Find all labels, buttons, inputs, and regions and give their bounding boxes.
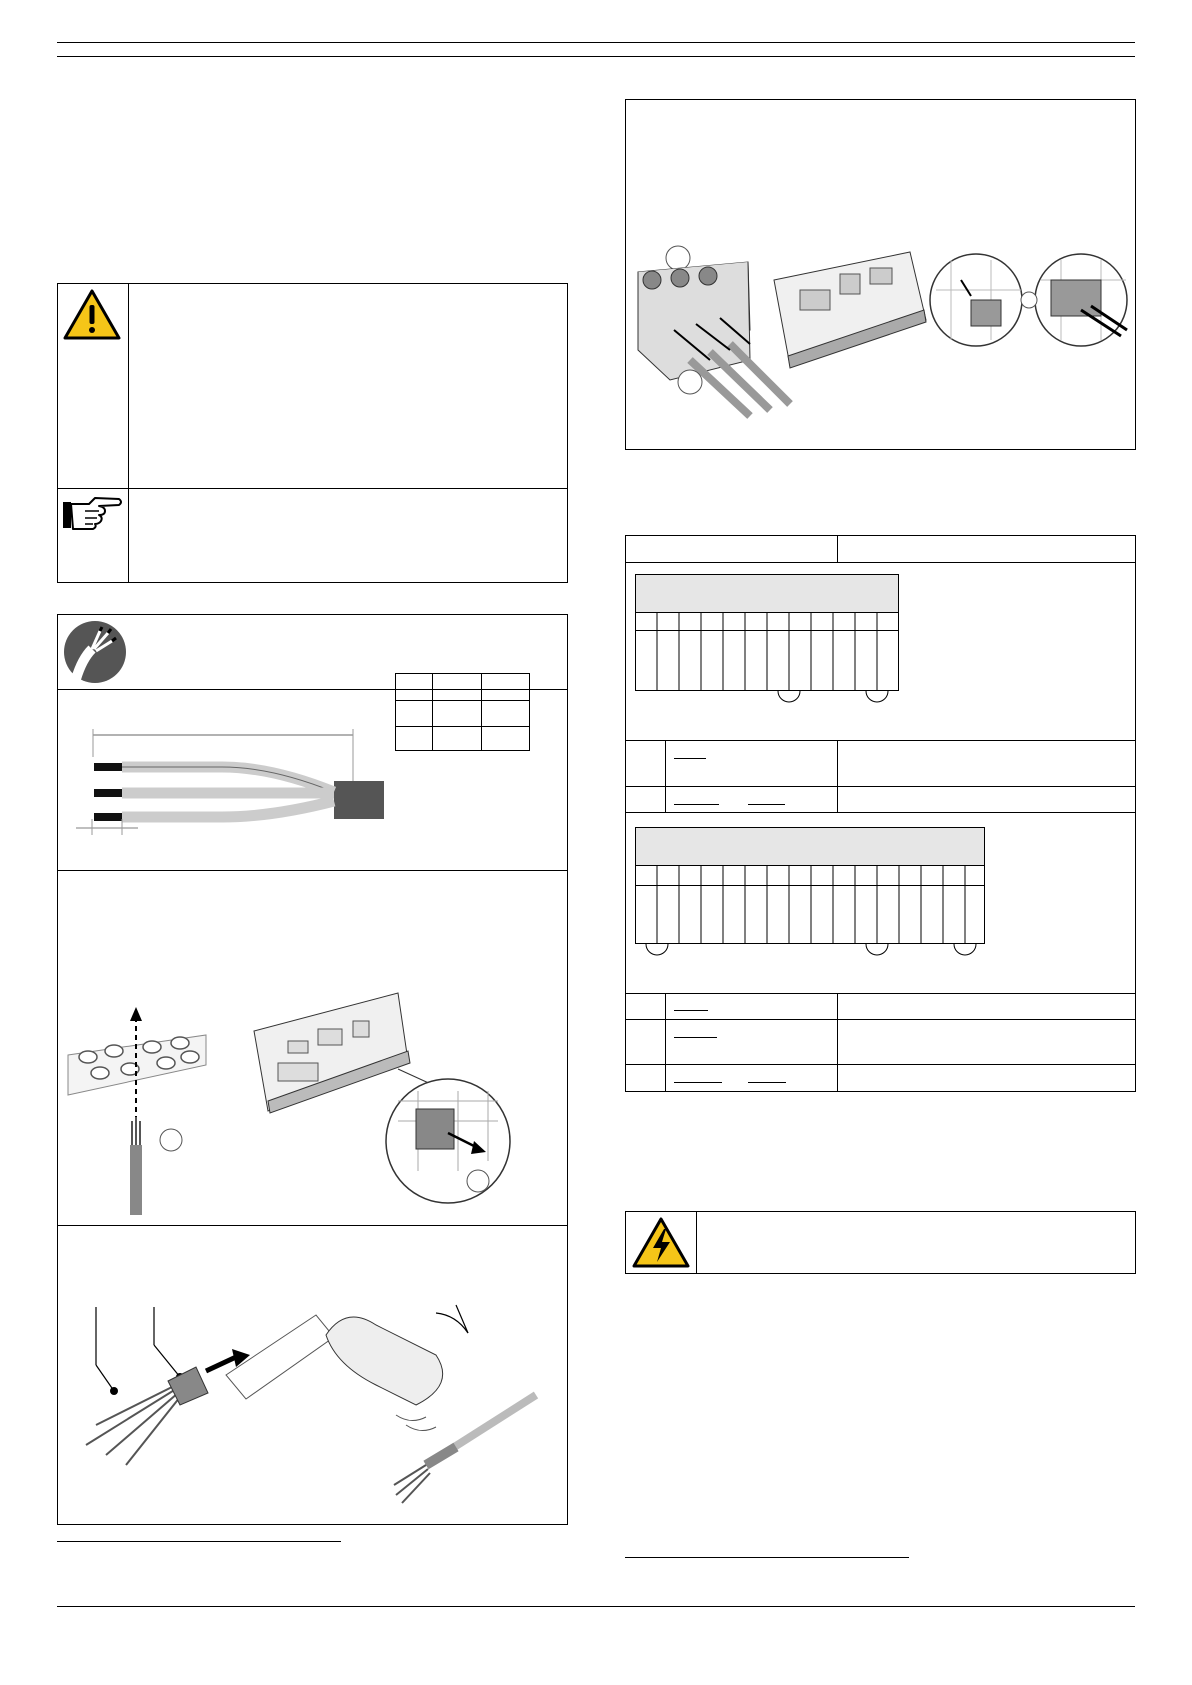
electric-hazard-icon bbox=[631, 1216, 691, 1270]
electric-warning-box bbox=[625, 1211, 1136, 1274]
warning-triangle-icon bbox=[62, 288, 122, 342]
cable-entry-illustration bbox=[66, 995, 226, 1215]
heat-shrink-illustration bbox=[76, 1305, 546, 1515]
pointing-hand-icon bbox=[61, 494, 123, 534]
terminal-strip-2 bbox=[635, 827, 995, 967]
footer-rule bbox=[57, 1606, 1135, 1607]
pcb-illustration bbox=[248, 991, 518, 1221]
cable-preparation-box bbox=[57, 614, 568, 1525]
cable-strip-icon bbox=[62, 619, 128, 685]
wire-strip-diagram bbox=[72, 697, 402, 837]
terminal-assignment-table bbox=[625, 535, 1136, 1092]
terminal-strip-1 bbox=[635, 574, 905, 714]
safety-notice-box bbox=[57, 283, 568, 583]
footnote-rule-left bbox=[57, 1541, 341, 1542]
terminal-detail-zoom bbox=[931, 250, 1131, 360]
header-rule-top bbox=[57, 42, 1135, 43]
wire-spec-table bbox=[395, 673, 530, 751]
footnote-rule-right bbox=[625, 1557, 909, 1558]
controller-board-illustration bbox=[770, 250, 930, 390]
terminal-wiring-figure-box bbox=[625, 99, 1136, 450]
header-rule-bottom bbox=[57, 56, 1135, 57]
